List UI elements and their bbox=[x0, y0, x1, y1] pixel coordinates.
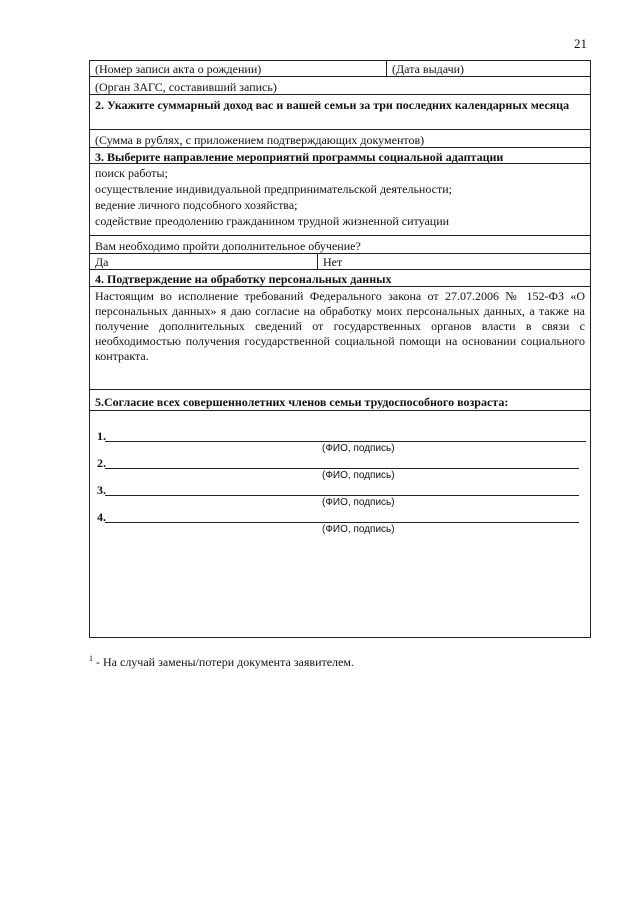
training-yes-option[interactable]: Да bbox=[95, 255, 109, 269]
signature-3-number: 3. bbox=[97, 483, 106, 497]
signature-3-caption: (ФИО, подпись) bbox=[322, 497, 395, 508]
footnote-text: - На случай замены/потери документа заявителем. bbox=[93, 655, 354, 669]
signature-2-number: 2. bbox=[97, 456, 106, 470]
signature-1-line[interactable] bbox=[105, 441, 586, 442]
section-3-title: 3. Выберите направление мероприятий программы социальной адаптации bbox=[95, 150, 504, 164]
option-hardship-assistance[interactable]: содействие преодолению гражданином трудной жизненной ситуации bbox=[95, 214, 450, 228]
signature-4-number: 4. bbox=[97, 510, 106, 524]
personal-data-consent-area bbox=[90, 287, 590, 390]
page-number: 21 bbox=[574, 36, 587, 51]
application-form-table bbox=[89, 60, 591, 638]
option-job-search[interactable]: поиск работы; bbox=[95, 166, 168, 180]
signature-4-caption: (ФИО, подпись) bbox=[322, 524, 395, 535]
adaptation-options-area bbox=[90, 164, 590, 236]
section-4-title: 4. Подтверждение на обработку персональных данных bbox=[95, 272, 392, 286]
personal-data-consent-text: Настоящим во исполнение требований Федерального закона от 27.07.2006 № 152-ФЗ «О персональных данных» я даю согласие на обработку моих персональных данных, а также на получение дополнительных сведений от государственных органов власти в связи с необходимостью получения государственной социальной помощи на основании социального контракта. bbox=[95, 289, 585, 363]
signature-2-line[interactable] bbox=[105, 468, 579, 469]
family-signatures-area bbox=[90, 411, 590, 637]
signature-3-line[interactable] bbox=[105, 495, 579, 496]
training-question-row bbox=[90, 236, 590, 254]
section-2-title: 2. Укажите суммарный доход вас и вашей семьи за три последних календарных месяца bbox=[95, 98, 570, 112]
section-5-title-row bbox=[90, 390, 590, 411]
birth-record-row bbox=[90, 61, 590, 77]
option-household-farming[interactable]: ведение личного подсобного хозяйства; bbox=[95, 198, 298, 212]
signature-4-line[interactable] bbox=[105, 522, 579, 523]
registry-office-field[interactable]: (Орган ЗАГС, составивший запись) bbox=[95, 80, 277, 94]
option-entrepreneurship[interactable]: осуществление индивидуальной предпринимательской деятельности; bbox=[95, 182, 452, 196]
training-question: Вам необходимо пройти дополнительное обучение? bbox=[95, 239, 361, 253]
issue-date-field[interactable]: (Дата выдачи) bbox=[386, 61, 590, 76]
section-4-title-row bbox=[90, 270, 590, 287]
yes-no-row bbox=[90, 254, 590, 270]
income-sum-field[interactable]: (Сумма в рублях, с приложением подтверждающих документов) bbox=[95, 133, 425, 147]
section-5-title: 5.Согласие всех совершеннолетних членов семьи трудоспособного возраста: bbox=[95, 395, 509, 409]
section-2-title-row bbox=[90, 95, 590, 130]
signature-1-number: 1. bbox=[97, 429, 106, 443]
income-sum-row bbox=[90, 130, 590, 148]
birth-record-number-field[interactable]: (Номер записи акта о рождении) bbox=[95, 62, 262, 76]
footnote bbox=[89, 654, 354, 670]
training-no-option[interactable]: Нет bbox=[317, 254, 590, 269]
signature-2-caption: (ФИО, подпись) bbox=[322, 470, 395, 481]
signature-1-caption: (ФИО, подпись) bbox=[322, 443, 395, 454]
footnote-mark: 1 bbox=[89, 654, 93, 663]
section-3-title-row bbox=[90, 148, 590, 164]
registry-office-row bbox=[90, 77, 590, 95]
